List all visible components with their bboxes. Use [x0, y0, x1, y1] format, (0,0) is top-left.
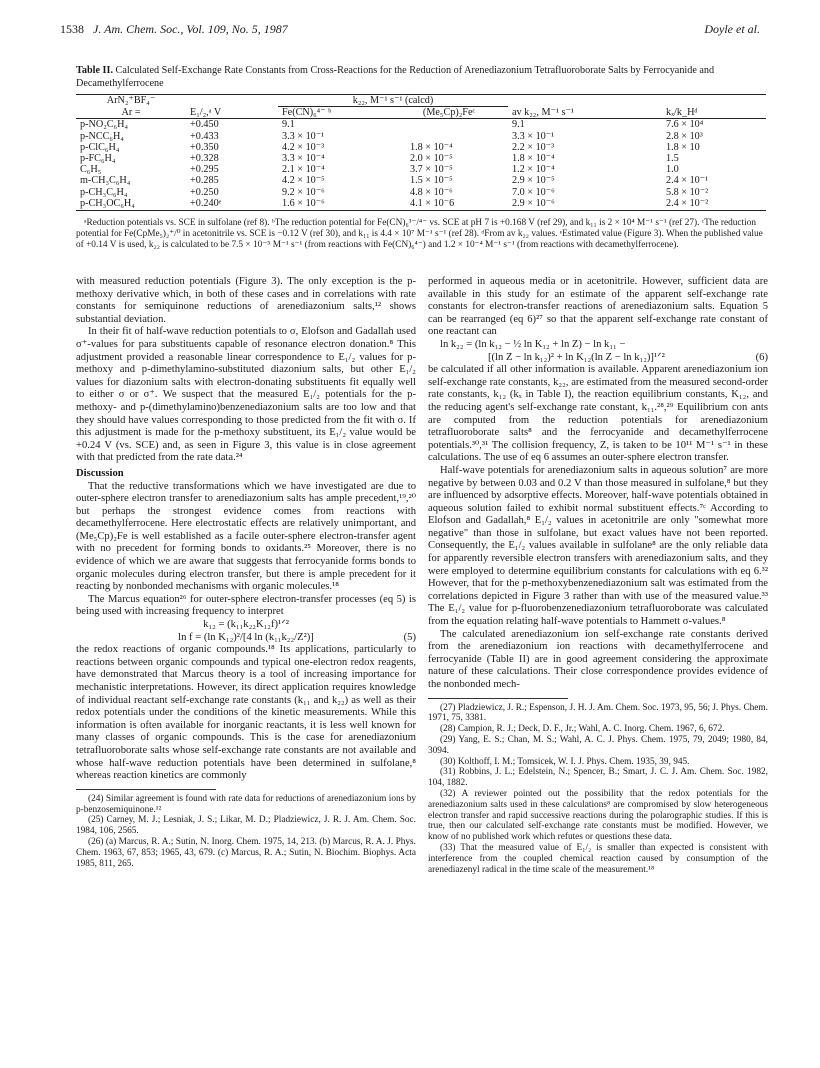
table-cell-ar: p-NO₂C₆H₄: [80, 119, 129, 131]
footnote: (24) Similar agreement is found with rate data for reductions of arenediazonium ions by p-benzosemiquinone.¹²: [76, 793, 416, 815]
table-row: [76, 187, 766, 198]
paragraph: performed in aqueous media or in acetonitrile. However, sufficient data are available in this study for an estimate of the apparent self-exchange rate constants for electron-transfer reactions of arenediazonium salts. Equation 5 can be rearranged (eq 6)²⁷ so that the apparent self-exchange rate constant of one reactant can: [428, 276, 768, 338]
table-cell-fc: 4.2 × 10⁻³: [282, 141, 325, 153]
paragraph: The calculated arenediazonium ion self-exchange rate constants derived from the arenediazonium ion reactions with decamethylferrocene and ferrocyanide (Table II) are in good agreement considering the approximate nature of these calculations. Their close correspondence provides evidence of the nonbonded mech-: [428, 628, 768, 690]
table-cell-kx: 7.6 × 10⁴: [666, 119, 704, 131]
table-cell-ar: C₆H₅: [80, 164, 102, 176]
table-row: [76, 119, 766, 131]
paragraph: the redox reactions of organic compounds.¹⁸ Its applications, particularly to reactions between organic compounds and typical one-electron redox reagents, have demonstrated that Marcus theory is a tool of increasing importance for mechanistic interpretations. However, its direct application requires knowledge of individual reactant self-exchange rate constants (k₁₁ and k₂₂) as well as their redox potentials under the conditions of the kinetic measurements. While this information is often available for inorganic reactants, it is less well known for many classes of organic compounds. This is the case for arenediazonium tetrafluoroborate salts whose self-exchange rate constants are not available and whose half-wave reduction potentials have been determined in sulfolane,⁸ whereas reaction kinetics are commonly: [76, 644, 416, 782]
table-cell-mc: 1.8 × 10⁻⁴: [410, 141, 453, 153]
col-header-av-k22: av k₂₂, M⁻¹ s⁻¹: [508, 107, 636, 119]
table-cell-mc: 4.1 × 10⁻6: [390, 198, 508, 211]
table-label: Table II.: [76, 65, 113, 76]
table-row: [76, 164, 766, 175]
equation-number: (5): [403, 631, 416, 643]
equation-number: (6): [755, 351, 768, 363]
running-header: [60, 22, 760, 37]
table-cell-kx: 1.8 × 10: [666, 141, 700, 153]
footnote: (29) Yang, E. S.; Chan, M. S.; Wahl, A. C. J. Phys. Chem. 1975, 79, 2049; 1980, 84, 3094.: [428, 734, 768, 756]
header-left: [60, 22, 288, 37]
equation-5a: k₁₂ = (k₁₁k₂₂K₁₂f)¹ᐟ²: [203, 619, 289, 631]
table-cell-av: 2.2 × 10⁻³: [512, 141, 555, 153]
right-column: [428, 276, 768, 875]
table-cell-ar: p-CH₃OC₆H₄: [76, 198, 186, 211]
paragraph: with measured reduction potentials (Figure 3). The only exception is the p-methoxy derivative which, in both of these cases and in correlations with rate constants for semiquinone reductions of arenediazonium salts,¹² shows substantial deviation.: [76, 276, 416, 325]
table-cell-av: 1.2 × 10⁻⁴: [512, 164, 555, 176]
table-cell-ar: p-ClC₆H₄: [80, 141, 120, 153]
table-row: [76, 198, 766, 211]
footnote-rule: [428, 698, 568, 699]
table-cell-fc: 3.3 × 10⁻⁴: [282, 153, 325, 165]
table-cell-kx: 2.4 × 10⁻¹: [666, 175, 709, 187]
table-cell-kx: 2.8 × 10³: [666, 130, 703, 142]
table-cell-ar: m-CH₃C₆H₄: [80, 175, 131, 187]
table-cell-e: +0.350: [190, 141, 219, 153]
col-header-ar: Ar =: [76, 107, 186, 119]
table-cell-e: +0.240ᵉ: [186, 198, 278, 211]
col-header-salt: ArN₂⁺BF₄⁻: [76, 95, 186, 107]
table-cell-mc: 3.7 × 10⁻⁵: [410, 164, 453, 176]
table-cell-mc: [390, 131, 508, 142]
table-cell-fc: 9.2 × 10⁻⁶: [282, 186, 325, 198]
col-header-mecp: (Me₅Cp)₂Feᶜ: [390, 107, 508, 119]
table-footnotes: ᵃReduction potentials vs. SCE in sulfolane (ref 8). ᵇThe reduction potential for Fe(CN)₆³⁻/⁴⁻ vs. SCE at pH 7 is +0.168 V (ref 29), and k₁₁ is 2 × 10⁴ M⁻¹ s⁻¹ (ref 27). ᶜThe reduction potential for Fe(CpMe₅)₂⁺/⁰ in acetonitrile vs. SCE is −0.12 V (ref 30), and k₁₁ is 4.4 × 10⁷ M⁻¹ s⁻¹ (ref 28). ᵈFrom av k₂₂ values. ᵉEstimated value (Figure 3). When the published value of +0.14 V is used, k₂₂ is calculated to be 7.5 × 10⁻⁵ M⁻¹ s⁻¹ (from reactions with Fe(CN)₆⁴⁻) and 1.2 × 10⁻⁴ M⁻¹ s⁻¹ (from reactions with decamethylferrocene).: [76, 218, 763, 251]
col-header-kx-kh: kₓ/k_Hᵈ: [636, 107, 766, 119]
table-cell-av: 3.3 × 10⁻¹: [512, 130, 555, 142]
table-caption-text: Calculated Self-Exchange Rate Constants from Cross-Reactions for the Reduction of Arenediazonium Tetrafluoroborate Salts by Ferrocyanide and Decamethylferrocene: [76, 65, 715, 89]
table-cell-e: +0.285: [190, 175, 219, 187]
table-cell-mc: [390, 119, 508, 131]
paragraph: The Marcus equation²⁶ for outer-sphere electron-transfer processes (eq 5) is being used with increasing frequency to interpret: [76, 593, 416, 618]
footnote: (32) A reviewer pointed out the possibility that the redox potentials for the arenediazonium salts used in these calculations⁸ are compromised by slow heterogeneous electron transfer and rapid successive reactions during the polarographic studies. If this is true, then our calculated self-exchange rate constants must be modified. However, we know of no published work which refutes or questions these data.: [428, 788, 768, 843]
header-authors: Doyle et al.: [704, 22, 760, 36]
footnote: (28) Campion, R. J.; Deck, D. F., Jr.; Wahl, A. C. Inorg. Chem. 1967, 6, 672.: [440, 724, 725, 735]
page-number: 1538: [60, 22, 84, 36]
table-cell-av: 1.8 × 10⁻⁴: [512, 153, 555, 165]
table-cell-mc: 2.0 × 10⁻⁵: [410, 153, 453, 165]
table-cell-fc: 2.1 × 10⁻⁴: [282, 164, 325, 176]
paragraph: That the reductive transformations which we have investigated are due to outer-sphere electron transfer to arenediazonium salts has ample precedent,¹⁹,²⁰ but perhaps the strongest evidence comes from reactions with decamethylferrocene. Here electrostatic effects are relatively unimportant, and (Me₅Cp)₂Fe is well established as a facile outer-sphere electron-transfer agent with no precedent for forming bonds to oxidants.²⁵ Moreover, there is no evidence of which we are aware that suggests that ferrocyanide forms bonds to organic molecules during electron transfer, but there is ample precedent for it reacting by nonbonded mechanisms with organic molecules.¹⁸: [76, 480, 416, 593]
equation-6a: ln k₂₂ = (ln k₁₂ − ½ ln K₁₂ + ln Z) − ln k₁₁ −: [440, 338, 626, 350]
table-cell-av: 7.0 × 10⁻⁶: [512, 186, 555, 198]
table-cell-fc: 4.2 × 10⁻⁵: [282, 175, 325, 187]
table-cell-av: 2.9 × 10⁻⁶: [508, 198, 636, 211]
table-cell-fc: 9.1: [282, 119, 295, 131]
table-cell-e: +0.295: [190, 164, 219, 176]
table-cell-kx: 1.5: [666, 153, 679, 165]
paragraph: In their fit of half-wave reduction potentials to σ, Elofson and Gadallah used σ⁺-values for para substituents capable of resonance electron donation.⁸ This adjustment provided a reasonable linear correspondence to E₁/₂ values for p-methoxy and p-dimethylamino-substituted diazonium salts, but other E₁/₂ values for diazonium salts with electron-donating substituents fit equally well to either σ or σ⁺. We suspect that the measured E₁/₂ potentials for the p-methoxy- and p-(dimethylamino)benzenediazonium salts are too low and that they should have values corresponding to those predicted from the fit with σ. If this adjustment is made for the p-methoxy substituent, its E₁/₂ value would be +0.24 V (vs. SCE) and, as seen in Figure 3, this value is in close agreement with that predicted from the rate data.²⁴: [76, 326, 416, 464]
table-cell-ar: p-NCC₆H₄: [80, 130, 124, 142]
rate-constants-table: [76, 94, 766, 211]
table-cell-kx: 2.4 × 10⁻²: [636, 198, 766, 211]
equation-5b: ln f = (ln K₁₂)²/[4 ln (k₁₁k₂₂/Z²)] (5): [178, 631, 416, 643]
table-body: [76, 119, 766, 211]
left-column: [76, 276, 416, 869]
table-cell-ar: p-FC₆H₄: [80, 153, 116, 165]
table-cell-ar: p-CH₃C₆H₄: [80, 186, 128, 198]
col-header-e12: E₁/₂,ᵃ V: [186, 107, 278, 119]
equation-6b: [(ln Z − ln k₁₂)² + ln K₁₂(ln Z − ln k₁₂)]¹ᐟ² (6): [488, 351, 768, 363]
table-cell-e: +0.250: [190, 186, 219, 198]
table-row: [76, 175, 766, 186]
section-heading-discussion: Discussion: [76, 467, 124, 479]
journal-citation: J. Am. Chem. Soc., Vol. 109, No. 5, 1987: [93, 22, 288, 36]
table-caption: [76, 65, 766, 90]
table-cell-e: +0.450: [190, 119, 219, 131]
table-cell-e: +0.328: [190, 153, 219, 165]
table-cell-e: +0.433: [190, 130, 219, 142]
footnote: (30) Kolthoff, I. M.; Tomsicek, W. I. J. Phys. Chem. 1935, 39, 945.: [440, 756, 690, 767]
table-cell-mc: 4.8 × 10⁻⁶: [410, 186, 453, 198]
footnotes-left: [76, 794, 416, 870]
paragraph: be calculated if all other information is available. Apparent arenediazonium ion self-exchange rate constants, k₂₂, are estimated from the measured second-order rate constants, k₁₂ (kₓ in Table I), the reaction equilibrium constants, K₁₂, and the reducing agent's self-exchange rate constant, k₁₁.²⁸,²⁹ Equilibrium con ants are computed from the reduction potentials for arenediazonium tetrafluoroborate salts⁸ and the ferrocyanide and decamethylferrocene potentials.³⁰,³¹ The collision frequency, Z, is taken to be 10¹¹ M⁻¹ s⁻¹ in these calculations. The use of eq 6 assumes an outer-sphere electron transfer.: [428, 364, 768, 464]
table-cell-kx: 1.0: [666, 164, 679, 176]
col-header-fecn: Fe(CN)₆⁴⁻ ᵇ: [278, 107, 390, 119]
table-cell-av: 9.1: [512, 119, 525, 131]
footnotes-right: [428, 703, 768, 876]
footnote: (31) Robbins, J. L.; Edelstein, N.; Spencer, B.; Smart, J. C. J. Am. Chem. Soc. 1982, 104, 1882.: [428, 767, 768, 789]
table-row: [76, 131, 766, 142]
footnote: (25) Carney, M. J.; Lesniak, J. S.; Likar, M. D.; Pladziewicz, J. R. J. Am. Chem. Soc. 1984, 106, 2565.: [76, 815, 416, 837]
paragraph: Half-wave potentials for arenediazonium salts in aqueous solution⁷ are more negative by between 0.03 and 0.2 V than those measured in sulfolane,⁸ but they are influenced by adsorptive effects. Moreover, half-wave potentials obtained in aqueous solution failed to exhibit normal substituent effects.⁷ᶜ According to Elofson and Gadallah,⁸ E₁/₂ values in acetonitrile are only "somewhat more negative" than those in sulfolane, but exact values have not been reported. Consequently, the E₁/₂ values available in sulfolane⁸ are the only reliable data for apparently reversible electron transfers with arenediazonium salts, and they were employed to determine equilibrium constants for calculations with eq 6.³² However, that for the p-methoxybenzenediazonium salt was estimated from the correlations depicted in Figure 3 rather than with use of the measured value.³³ The E₁/₂ value for p-fluorobenzenediazonium tetrafluoroborate was calculated from the equation relating half-wave potentials to Hammett σ-values.⁸: [428, 464, 768, 628]
table-cell-kx: 5.8 × 10⁻²: [666, 186, 709, 198]
col-header-k22-calc: k₂₂, M⁻¹ s⁻¹ (calcd): [278, 95, 508, 107]
table-cell-fc: 1.6 × 10⁻⁶: [278, 198, 390, 211]
footnote: (33) That the measured value of E₁/₂ is smaller than expected is consistent with interference from the coupled chemical reaction caused by consumption of the arenediazenyl radical in the time scale of the measurement.¹⁸: [428, 842, 768, 875]
table-cell-fc: 3.3 × 10⁻¹: [282, 130, 325, 142]
footnote-rule: [76, 789, 216, 790]
table-row: [76, 142, 766, 153]
footnote: (27) Pladziewicz, J. R.; Espenson, J. H. J. Am. Chem. Soc. 1973, 95, 56; J. Phys. Chem. 1971, 75, 3381.: [428, 702, 768, 724]
footnote: (26) (a) Marcus, R. A.; Sutin, N. Inorg. Chem. 1975, 14, 213. (b) Marcus, R. A. J. Phys. Chem. 1963, 67, 853; 1965, 43, 679. (c) Marcus, R. A.; Sutin, N. Biochim. Biophys. Acta 1985, 811, 265.: [76, 836, 416, 869]
table-row: [76, 153, 766, 164]
table-cell-mc: 1.5 × 10⁻⁵: [410, 175, 453, 187]
table-cell-av: 2.9 × 10⁻⁵: [512, 175, 555, 187]
